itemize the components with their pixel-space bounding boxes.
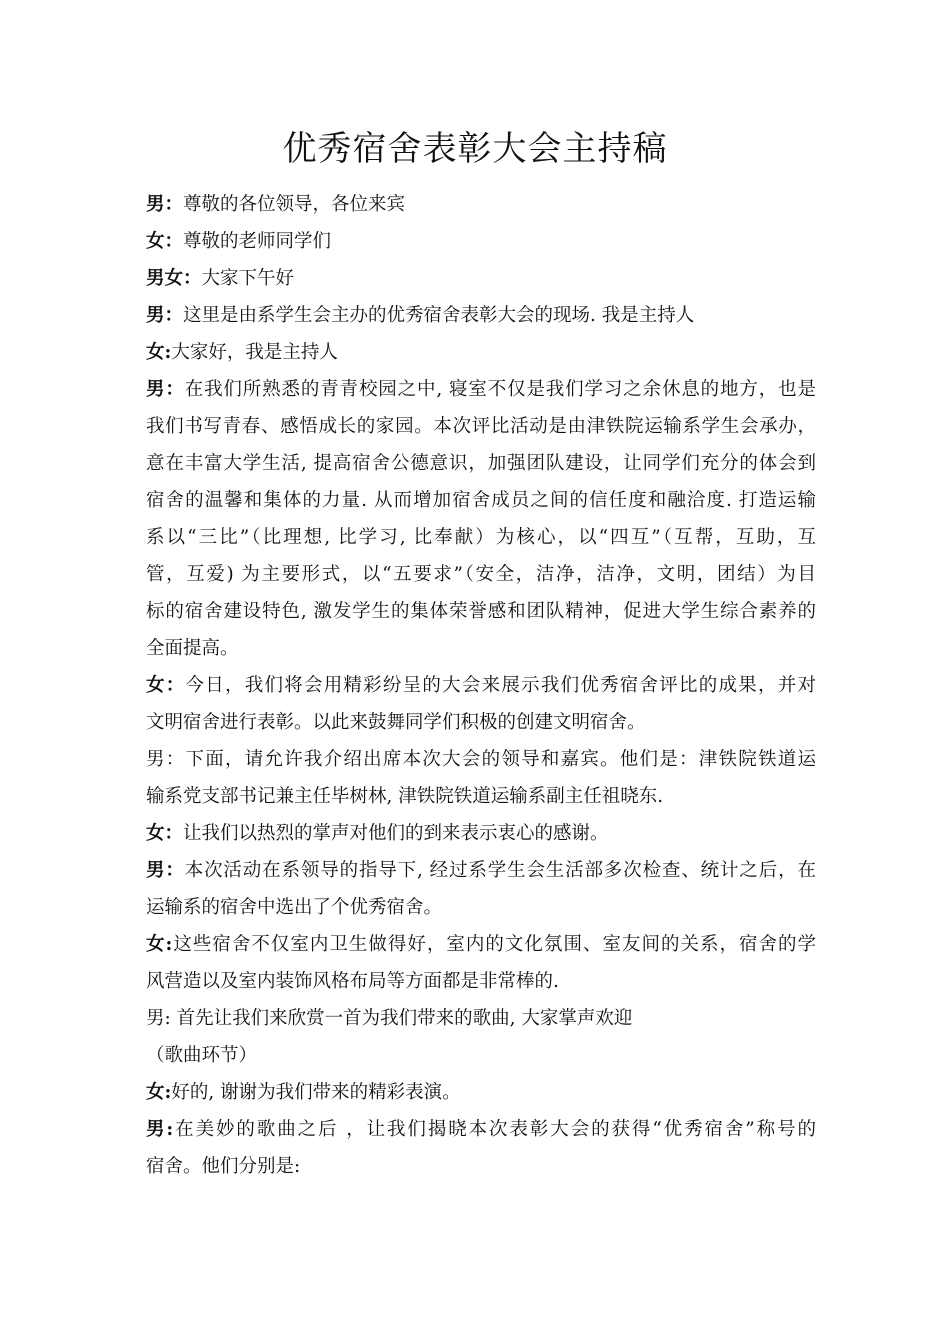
line-text: 在美妙的歌曲之后 ，让我们揭晓本次表彰大会的获得“优秀宿舍”称号的 <box>173 1119 816 1140</box>
speaker-label: 女 <box>146 342 165 363</box>
speaker-label: 女 <box>146 1082 165 1103</box>
script-line <box>146 1074 816 1111</box>
speaker-separator: ： <box>183 268 202 289</box>
script-line <box>146 260 816 297</box>
script-line <box>146 297 816 334</box>
speaker-label: 男 <box>146 1119 167 1140</box>
script-line <box>146 186 816 223</box>
line-text: 管，互爱) 为主要形式，以“五要求”（安全，洁净，洁净，文明，团结）为目 <box>146 564 816 585</box>
line-text: 大家下午好 <box>201 268 295 289</box>
script-line <box>146 593 816 630</box>
speaker-separator: : <box>164 342 172 363</box>
speaker-label: 男 <box>146 860 166 881</box>
line-text: 今日，我们将会用精彩纷呈的大会来展示我们优秀宿舍评比的成果，并对 <box>185 675 816 696</box>
line-text: 标的宿舍建设特色, 激发学生的集体荣誉感和团队精神，促进大学生综合素养的 <box>146 601 816 622</box>
script-line <box>146 519 816 556</box>
script-line <box>146 1037 816 1074</box>
speaker-label: 女 <box>146 675 166 696</box>
line-text: 运输系的宿舍中选出了个优秀宿舍。 <box>146 897 443 918</box>
line-text: 好的, 谢谢为我们带来的精彩表演。 <box>171 1082 461 1103</box>
script-line <box>146 371 816 408</box>
script-line <box>146 926 816 963</box>
speaker-label: 男 <box>146 194 165 215</box>
line-text: （歌曲环节） <box>146 1045 258 1066</box>
line-text: 系以“三比”（比理想, 比学习, 比奉献）为核心，以“四互”（互帮，互助，互 <box>146 527 816 548</box>
script-line <box>146 704 816 741</box>
line-text: 意在丰富大学生活, 提高宿舍公德意识，加强团队建设，让同学们充分的体会到 <box>146 453 816 474</box>
speaker-separator: ： <box>164 823 184 844</box>
speaker-separator: : <box>164 1082 172 1103</box>
speaker-separator: ： <box>165 675 186 696</box>
speaker-label: 男女 <box>146 268 184 289</box>
speaker-label: 男 <box>146 379 166 400</box>
line-text: 我们书写青春、感悟成长的家园。本次评比活动是由津铁院运输系学生会承办， <box>146 416 816 437</box>
script-line <box>146 482 816 519</box>
line-text: 男：下面，请允许我介绍出席本次大会的领导和嘉宾。他们是：津铁院铁道运 <box>146 749 816 770</box>
line-text: 宿舍的温馨和集体的力量. 从而增加宿舍成员之间的信任度和融洽度. 打造运输 <box>146 490 816 511</box>
line-text: 本次活动在系领导的指导下, 经过系学生会生活部多次检查、统计之后，在 <box>184 860 816 881</box>
script-line <box>146 223 816 260</box>
speaker-separator: : <box>166 1119 174 1140</box>
line-text: 宿舍。他们分别是: <box>146 1156 301 1177</box>
speaker-label: 女 <box>146 231 165 252</box>
document-title: 优秀宿舍表彰大会主持稿 <box>282 129 668 169</box>
script-line <box>146 778 816 815</box>
line-text: 文明宿舍进行表彰。以此来鼓舞同学们积极的创建文明宿舍。 <box>146 712 646 733</box>
line-text: 让我们以热烈的掌声对他们的到来表示衷心的感谢。 <box>183 823 609 844</box>
speaker-label: 男 <box>146 305 165 326</box>
speaker-label: 女 <box>146 823 165 844</box>
speaker-separator: ： <box>164 194 184 215</box>
script-line <box>146 556 816 593</box>
speaker-separator: ： <box>164 305 184 326</box>
script-line <box>146 667 816 704</box>
line-text: 这里是由系学生会主办的优秀宿舍表彰大会的现场. 我是主持人 <box>183 305 695 326</box>
line-text: 这些宿舍不仅室内卫生做得好，室内的文化氛围、室友间的关系，宿舍的学 <box>172 934 816 955</box>
speaker-separator: ： <box>165 860 185 881</box>
line-text: 尊敬的老师同学们 <box>183 231 332 252</box>
script-line <box>146 445 816 482</box>
line-text: 大家好，我是主持人 <box>171 342 338 363</box>
speaker-separator: : <box>165 934 173 955</box>
script-line <box>146 889 816 926</box>
script-line <box>146 1111 816 1148</box>
script-line <box>146 1148 816 1185</box>
script-line <box>146 408 816 445</box>
line-text: 男: 首先让我们来欣赏一首为我们带来的歌曲, 大家掌声欢迎 <box>146 1008 633 1029</box>
line-text: 在我们所熟悉的青青校园之中, 寝室不仅是我们学习之余休息的地方，也是 <box>184 379 816 400</box>
script-line <box>146 630 816 667</box>
script-line <box>146 1000 816 1037</box>
speaker-separator: ： <box>165 379 185 400</box>
script-line <box>146 334 816 371</box>
speaker-separator: ： <box>164 231 184 252</box>
script-line <box>146 963 816 1000</box>
line-text: 风营造以及室内装饰风格布局等方面都是非常棒的. <box>146 971 559 992</box>
line-text: 尊敬的各位领导，各位来宾 <box>183 194 406 215</box>
script-line <box>146 852 816 889</box>
script-line <box>146 815 816 852</box>
speaker-label: 女 <box>146 934 166 955</box>
script-body <box>146 186 816 1185</box>
script-line <box>146 741 816 778</box>
line-text: 全面提高。 <box>146 638 239 659</box>
line-text: 输系党支部书记兼主任毕树林, 津铁院铁道运输系副主任祖晓东. <box>146 786 664 807</box>
